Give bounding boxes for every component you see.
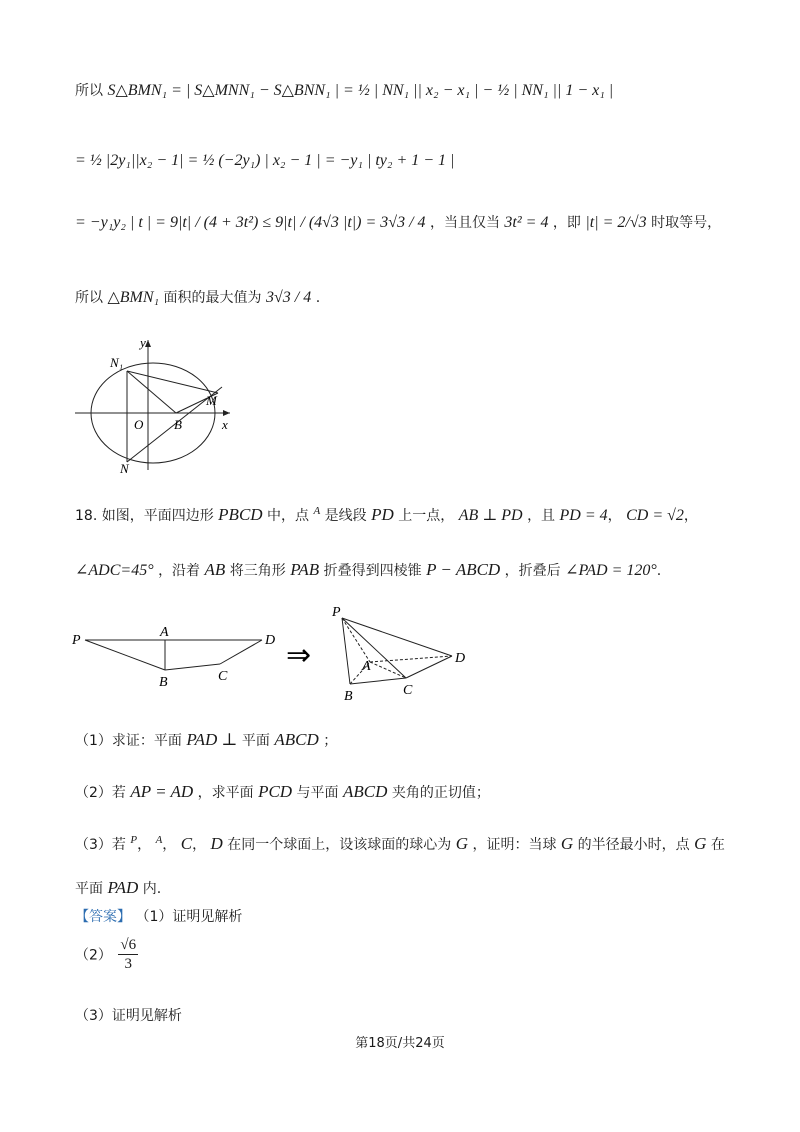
fold-arrow-icon: ⇒ — [286, 639, 312, 672]
label-b: B — [174, 417, 182, 432]
flat-segment-bc — [165, 664, 220, 670]
solution-line-1 — [75, 80, 613, 100]
q2-text3: 夹角的正切值； — [391, 785, 490, 801]
label-n1: N₁ — [110, 355, 124, 370]
math-point-a: A — [313, 505, 321, 517]
q3-g3: G — [694, 834, 707, 853]
text-intro2: 中，点 — [267, 508, 310, 524]
pyramid-edge-bc — [350, 678, 406, 684]
pyramid-edge-pc — [342, 618, 406, 678]
answer-3-text: （3）证明见解析 — [75, 1008, 182, 1024]
q3-g1: G — [455, 834, 469, 853]
pyramid-label-d: D — [455, 651, 466, 666]
q2-text1: ，求平面 — [197, 785, 254, 801]
pyramid-edge-ac — [370, 662, 406, 678]
answer-tag: 【答案】 — [75, 909, 131, 925]
line-n1m — [127, 371, 218, 393]
math-cd-eq: CD = √2 — [626, 507, 684, 524]
answer-1-text: （1）证明见解析 — [135, 909, 243, 925]
flat-label-a: A — [160, 625, 169, 640]
pyramid-label-c: C — [403, 683, 413, 698]
line3-cond-math: 3t² = 4 — [504, 214, 549, 231]
flat-segment-cd — [220, 640, 262, 664]
math-angle-pad: ∠PAD = 120° — [565, 562, 657, 579]
q2-plane-abcd: ABCD — [342, 782, 388, 801]
q2-text2: 与平面 — [296, 785, 339, 801]
pyramid-edge-pd — [342, 618, 452, 656]
q3-text4: 在 — [710, 837, 725, 853]
question-3: （3）若 $^P$， $^A$， C， D 在同一个球面上，设该球面的球心为 G ，证明：当球 G 的半径最小时，点 G 在 — [75, 834, 725, 853]
flat-label-d: D — [265, 633, 276, 648]
line3-cond-text: ，当且仅当 — [429, 215, 500, 231]
y-axis-arrow-icon — [145, 340, 151, 347]
answer-2-numerator: √6 — [120, 937, 137, 953]
label-n: N — [120, 461, 129, 475]
pyramid-label-b: B — [344, 689, 353, 704]
flat-label-b: B — [159, 675, 168, 690]
label-m: M — [206, 393, 217, 408]
q3-point-c: C — [180, 834, 193, 853]
q3-text2: ，证明：当球 — [472, 837, 557, 853]
line2-math: = ½ |2y₁||x₂ − 1| = ½ (−2y₁) | x₂ − 1 | = −y₁ | ty₂ + 1 − 1 | — [75, 152, 455, 169]
line4-prefix: 所以 — [75, 290, 103, 306]
label-x: x — [222, 417, 228, 432]
q1-label: （1）求证：平面 — [75, 733, 182, 749]
line3-cond-text3: 时取等号， — [651, 215, 722, 231]
solution-line-3 — [75, 212, 721, 232]
line3-math: = −y₁y₂ | t | = 9|t| / (4 + 3t²) ≤ 9|t| / (4√3 |t|) = 3√3 / 4 — [75, 214, 426, 231]
q3-point-p: P — [130, 834, 138, 846]
text-intro5: ，且 — [527, 508, 556, 524]
answer-1 — [75, 906, 242, 926]
pyramid-label-a: A — [362, 659, 371, 674]
text-intro9: ，折叠后 — [504, 563, 561, 579]
problem18-line2: ∠ADC=45° ，沿着 AB 将三角形 PAB 折叠得到四棱锥 P − ABCD ，折叠后 ∠PAD = 120°. — [75, 560, 662, 579]
answer-2-label: （2） — [75, 947, 112, 964]
label-o: O — [134, 417, 144, 432]
math-pd-eq: PD = 4 — [559, 507, 608, 524]
q1-text: 平面 — [241, 733, 270, 749]
line1-prefix: 所以 — [75, 83, 103, 99]
solution-line-2 — [75, 152, 454, 170]
ellipse-figure — [70, 335, 240, 475]
line3-cond-math2: |t| = 2/√3 — [585, 214, 647, 231]
q3-g2: G — [560, 834, 574, 853]
answer-3 — [75, 1005, 182, 1025]
question-3-line2 — [75, 878, 161, 898]
pyramid-label-p: P — [332, 605, 341, 620]
q2-plane-pcd: PCD — [258, 782, 293, 801]
text-intro3: 是线段 — [324, 508, 367, 524]
question-1 — [75, 730, 337, 750]
q3-text1: 在同一个球面上，设该球面的球心为 — [227, 837, 452, 853]
line4-triangle: △BMN₁ — [107, 289, 160, 306]
math-pyramid: P − ABCD — [426, 560, 501, 579]
flat-label-p: P — [72, 633, 81, 648]
math-ab-perp-pd: AB ⊥ PD — [458, 507, 523, 524]
text-intro6: ，沿着 — [158, 563, 201, 579]
answer-2-fraction — [118, 936, 138, 973]
answer-2 — [75, 936, 140, 973]
problem-number: 18. — [75, 508, 98, 524]
question-2 — [75, 782, 490, 802]
math-ab: AB — [204, 560, 226, 579]
q3-line2-end: 内. — [142, 881, 162, 897]
folding-figure — [70, 600, 490, 705]
q3-point-d: D — [210, 834, 223, 853]
math-pd: PD — [371, 505, 394, 524]
math-pab: PAB — [290, 560, 320, 579]
text-intro7: 将三角形 — [229, 563, 286, 579]
pyramid-edge-ad — [370, 656, 452, 662]
q2-cond: AP = AD — [130, 782, 194, 801]
q3-line2-text: 平面 — [75, 881, 103, 897]
problem18-line1: 18. 如图，平面四边形 PBCD 中，点 $^A$ 是线段 PD 上一点， AB ⊥ PD ，且 PD = 4， CD = √2， — [75, 505, 698, 524]
text-intro1: 如图，平面四边形 — [101, 508, 214, 524]
q1-end: ； — [323, 733, 338, 749]
q3-text3: 的半径最小时，点 — [577, 837, 690, 853]
label-y: y — [140, 335, 146, 350]
q3-line2-plane: PAD — [107, 878, 139, 897]
line1-math: S△BMN₁ = | S△MNN₁ − S△BNN₁ | = ½ | NN₁ || x₂ − x₁ | − ½ | NN₁ || 1 − x₁ | — [107, 82, 614, 99]
answer-2-denominator: 3 — [124, 956, 132, 972]
flat-segment-pb — [85, 640, 165, 670]
q2-label: （2）若 — [75, 785, 126, 801]
flat-label-c: C — [218, 669, 228, 684]
line4-value: 3√3 / 4 — [266, 289, 312, 306]
page-footer: 第18页/共24页 — [355, 1036, 445, 1051]
q3-label: （3）若 — [75, 837, 126, 853]
line4-end: . — [315, 290, 321, 306]
x-axis-arrow-icon — [223, 410, 230, 416]
solution-line-4 — [75, 287, 320, 307]
text-intro8: 折叠得到四棱锥 — [323, 563, 422, 579]
line3-cond-text2: ，即 — [552, 215, 581, 231]
text-intro4: 上一点， — [398, 508, 455, 524]
q3-point-a: A — [155, 834, 163, 846]
math-angle-adc: ∠ADC=45° — [75, 562, 154, 579]
q1-plane-abcd: ABCD — [274, 730, 319, 749]
line4-text: 面积的最大值为 — [163, 290, 262, 306]
q1-plane-pad: PAD ⊥ — [186, 730, 238, 749]
math-pbcd: PBCD — [218, 505, 263, 524]
